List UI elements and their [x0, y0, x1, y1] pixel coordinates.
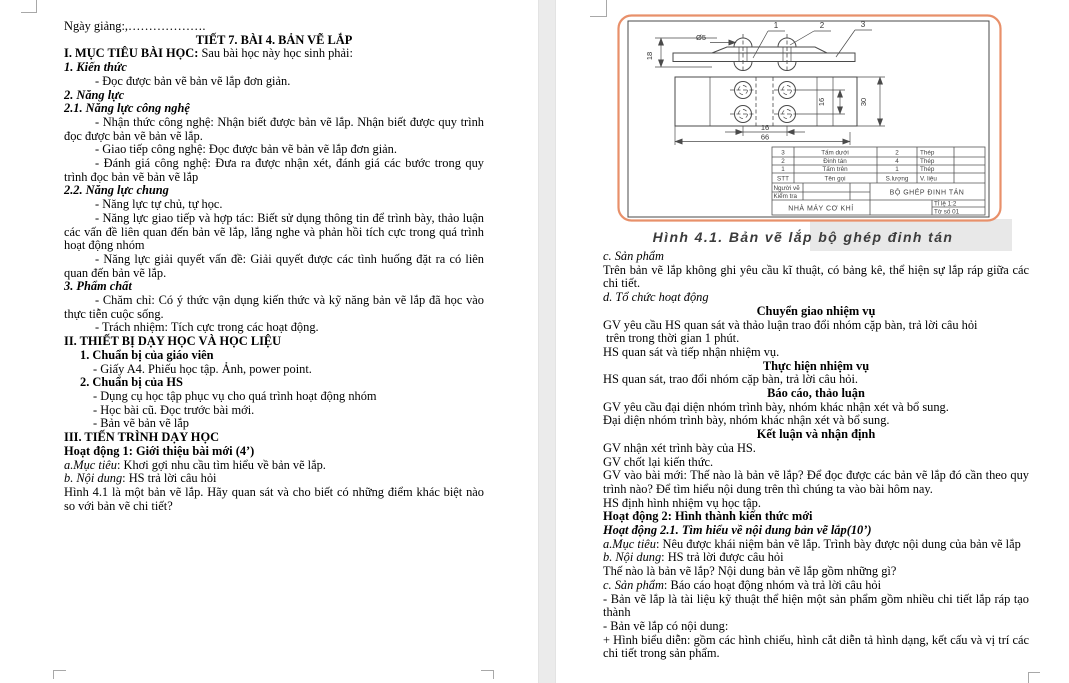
titleblock-drawer-label: Người vẽ — [773, 185, 800, 192]
titleblock-header: STT — [777, 175, 789, 183]
dim-rivet-spacing-h-label: 16 — [760, 123, 770, 132]
tech-competency-item: - Giao tiếp công nghệ: Đọc được bản vẽ bản vẽ lắp đơn giản. — [95, 142, 397, 157]
titleblock-cell: Thép — [920, 149, 935, 157]
activity21-product: c. Sản phẩm: Báo cáo hoạt động nhóm và trả lời câu hỏi — [603, 577, 882, 592]
svg-text:1: 1 — [773, 21, 779, 30]
general-competency-heading: 2.2. Năng lực chung — [64, 183, 169, 198]
text-boundary-mark — [590, 0, 607, 17]
assign-task-line: HS quan sát và tiếp nhận nhiệm vụ. — [603, 344, 780, 359]
svg-text:3: 3 — [860, 20, 866, 29]
activity21-heading: Hoạt động 2.1. Tìm hiểu về nội dung bản vẽ lắp(10’) — [603, 523, 872, 538]
figure-caption: Hình 4.1. Bản vẽ lắp bộ ghép đinh tán — [652, 229, 954, 245]
teacher-prep-heading: 1. Chuẩn bị của giáo viên — [80, 347, 214, 362]
report-line: Đại diện nhóm trình bày, nhóm khác nhận xét và bổ sung. — [603, 413, 890, 428]
knowledge-heading: 1. Kiến thức — [64, 60, 127, 75]
dim-diameter-label: Ø5 — [695, 33, 707, 42]
student-prep-heading: 2. Chuẩn bị của HS — [80, 375, 183, 390]
titleblock-checker-label: Kiểm tra — [773, 193, 797, 200]
tech-competency-item: - Đánh giá công nghệ: Đưa ra được nhận xét, đánh giá các bước trong quy trình đọc bản vẽ bản vẽ lắp — [64, 156, 484, 184]
conclusion-line: GV vào bài mới: Thế nào là bản vẽ lắp? Để đọc được các bản vẽ lắp đó cần theo quy trình nào? Để tìm hiểu nội dung trên thì chúng ta vào bài hôm nay. — [603, 468, 1029, 496]
assembly-drawing-figure — [617, 14, 1002, 222]
activity1-question: Hình 4.1 là một bản vẽ lắp. Hãy quan sát và cho biết có những điểm khác biệt nào so với bản vẽ chi tiết? — [64, 484, 484, 513]
dim-overall-length-label: 66 — [760, 132, 770, 142]
titleblock-sheet-number: Tờ số 01 — [934, 208, 960, 216]
conclusion-line: HS định hình nhiệm vụ học tập. — [603, 495, 761, 510]
titleblock-header: Tên gọi — [824, 175, 846, 183]
titleblock-cell: 1 — [781, 166, 785, 173]
titleblock-cell: Thép — [920, 166, 935, 173]
titleblock-cell: Tấm dưới — [821, 149, 849, 157]
activity1-objective: a.Mục tiêu: Khơi gợi nhu cầu tìm hiểu về bản vẽ lắp. — [64, 457, 326, 472]
product-text: Trên bản vẽ lắp không ghi yêu cầu kĩ thuật, có bảng kê, thể hiện sự lắp ráp giữa các chi tiết. — [603, 262, 1029, 291]
activity1-heading: Hoạt động 1: Giới thiệu bài mới (4’) — [64, 443, 255, 458]
tech-competency-heading: 2.1. Năng lực công nghệ — [64, 101, 190, 116]
perform-task-line: HS quan sát, trao đổi nhóm cặp bàn, trả lời câu hỏi. — [603, 372, 858, 387]
assign-task-line: GV yêu cầu HS quan sát và thảo luận trao đổi nhóm cặp bàn, trả lời câu hỏi — [603, 317, 978, 332]
conclusion-line: GV nhận xét trình bày của HS. — [603, 440, 756, 455]
top-view-outline — [675, 77, 857, 126]
quality-heading: 3. Phẩm chất — [64, 279, 132, 294]
activity1-content: b. Nội dung: HS trả lời câu hỏi — [64, 471, 217, 486]
text-boundary-mark — [53, 670, 66, 679]
report-discussion-heading: Báo cáo, thảo luận — [767, 386, 865, 401]
titleblock-cell: Thép — [920, 158, 935, 165]
lesson-plan-left-column — [64, 20, 484, 513]
teacher-prep-item: - Giấy A4. Phiếu học tập. Ảnh, power point. — [93, 361, 312, 376]
activity21-item: + Hình biểu diễn: gồm các hình chiếu, hình cắt diễn tả hình dạng, kết cấu và vị trí các chi tiết trong sản phẩm. — [603, 632, 1029, 661]
lesson-title: TIẾT 7. BÀI 4. BẢN VẼ LẮP — [195, 32, 353, 47]
lower-plate — [673, 53, 855, 62]
objective-heading: I. MỤC TIÊU BÀI HỌC: Sau bài học này học sinh phải: — [64, 46, 353, 61]
text-boundary-mark — [1028, 672, 1040, 683]
svg-text:2: 2 — [819, 21, 825, 30]
titleblock-cell: 2 — [895, 149, 899, 157]
process-heading: III. TIẾN TRÌNH DẠY HỌC — [64, 430, 220, 445]
general-competency-item: - Năng lực tự chủ, tự học. — [95, 197, 223, 212]
assign-task-heading: Chuyển giao nhiệm vụ — [756, 303, 876, 318]
titleblock-cell: 4 — [895, 158, 899, 165]
student-prep-item: - Dụng cụ học tập phục vụ cho quá trình hoạt động nhóm — [93, 388, 377, 403]
quality-item: - Trách nhiệm: Tích cực trong các hoạt động. — [95, 320, 319, 335]
conclusion-heading: Kết luận và nhận định — [756, 427, 876, 442]
knowledge-item: - Đọc được bản vẽ bản vẽ lắp đơn giản. — [95, 73, 291, 88]
titleblock-scale: Tỉ lệ 1:2 — [934, 200, 957, 208]
equipment-heading: II. THIẾT BỊ DẠY HỌC VÀ HỌC LIỆU — [64, 334, 282, 349]
date-line: Ngày giảng:,………………. — [64, 19, 206, 33]
dim-front-height-label: 18 — [645, 51, 654, 61]
titleblock-header: V. liệu — [920, 175, 937, 183]
text-boundary-mark — [481, 670, 494, 679]
titleblock-cell: 2 — [781, 158, 785, 165]
student-prep-item: - Bản vẽ bản vẽ lắp — [93, 416, 189, 431]
dim-rivet-spacing-v-label: 16 — [817, 97, 826, 107]
titleblock-company-name: NHÀ MÁY CƠ KHÍ — [788, 205, 854, 213]
general-competency-item: - Năng lực giao tiếp và hợp tác: Biết sử dụng thông tin để trình bày, thảo luận các vấn đề liên quan đến bản vẽ lắp, lắng nghe và phản hồi tích cực trong quá trình hoạt động nhóm — [64, 210, 484, 253]
product-label: c. Sản phẩm — [603, 249, 664, 263]
activity2-heading: Hoạt động 2: Hình thành kiến thức mới — [603, 509, 813, 524]
titleblock-product-name: BỘ GHÉP ĐINH TÁN — [889, 189, 965, 197]
activity21-question: Thế nào là bản vẽ lắp? Nội dung bản vẽ lắp gồm những gì? — [603, 564, 897, 579]
titleblock-cell: Đinh tán — [823, 158, 847, 165]
competency-heading: 2. Năng lực — [64, 87, 125, 102]
organization-label: d. Tổ chức hoạt động — [603, 290, 709, 305]
assign-task-line: trên trong thời gian 1 phút. — [606, 331, 740, 346]
titleblock-cell: Tấm trên — [822, 166, 848, 173]
dim-plate-width-label: 30 — [859, 97, 868, 107]
tech-competency-item: - Nhận thức công nghệ: Nhận biết được bản vẽ lắp. Nhận biết được quy trình đọc được bản vẽ bản vẽ lắp. — [64, 114, 484, 143]
titleblock-cell: 1 — [895, 166, 899, 173]
upper-plate — [712, 47, 827, 53]
perform-task-heading: Thực hiện nhiệm vụ — [762, 358, 870, 373]
titleblock-cell: 3 — [781, 149, 785, 157]
activity21-content: b. Nội dung: HS trả lời được câu hỏi — [603, 550, 784, 565]
student-prep-item: - Học bài cũ. Đọc trước bài mới. — [93, 402, 255, 417]
general-competency-item: - Năng lực giải quyết vấn đề: Giải quyết được các tình huống đặt ra có liên quan đến bản vẽ lắp. — [64, 251, 484, 280]
activity21-objective: a.Mục tiêu: Nêu được khái niệm bản vẽ lắp. Trình bày được nội dung của bản vẽ lắp — [603, 536, 1021, 551]
conclusion-line: GV chốt lại kiến thức. — [603, 454, 714, 469]
report-line: GV yêu cầu đại diện nhóm trình bày, nhóm khác nhận xét và bổ sung. — [603, 399, 949, 414]
text-boundary-mark — [21, 0, 37, 13]
page-gutter — [538, 0, 556, 683]
quality-item: - Chăm chỉ: Có ý thức vận dụng kiến thức và kỹ năng bản vẽ lắp đã học vào thực tiễn cuộc sống. — [64, 293, 484, 321]
titleblock-header: S.lượng — [885, 175, 909, 183]
activity21-item: - Bản vẽ lắp có nội dung: — [603, 618, 729, 633]
activity21-item: - Bản vẽ lắp là tài liệu kỹ thuật thể hiện một sản phẩm gồm nhiều chi tiết lắp ráp tạo thành — [603, 591, 1029, 620]
lesson-plan-right-column — [603, 250, 1029, 661]
